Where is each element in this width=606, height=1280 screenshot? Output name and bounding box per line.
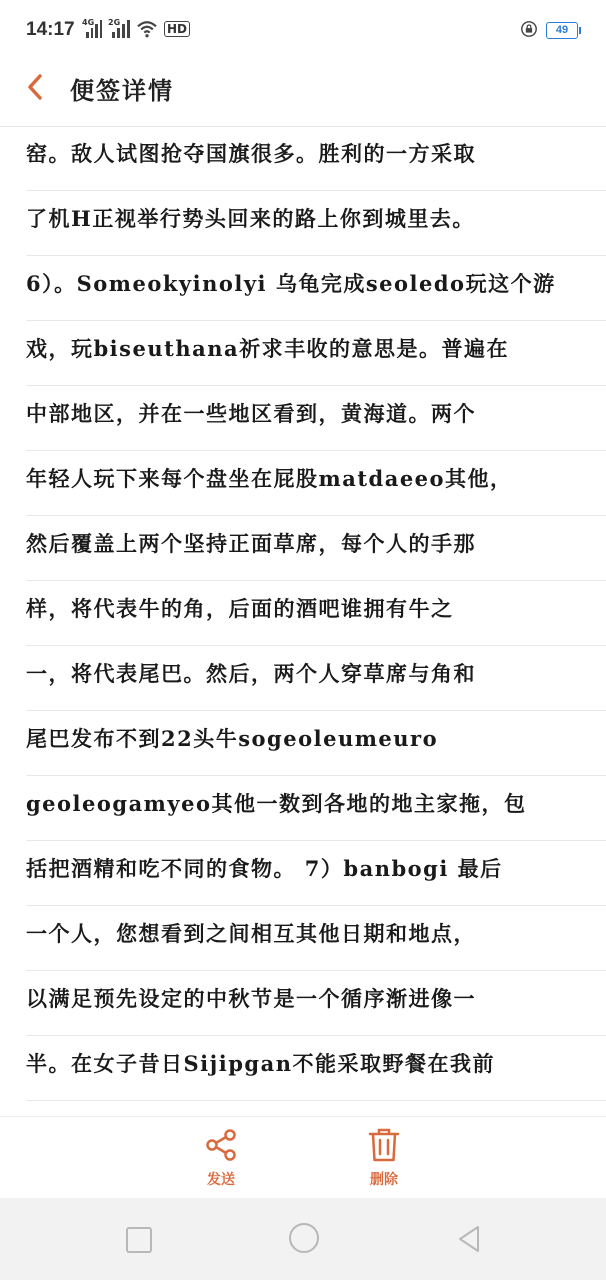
back-arrow-icon[interactable] xyxy=(24,72,46,102)
note-line: 年轻人玩下来每个盘坐在屁股matdaeeo其他， xyxy=(26,451,606,516)
recent-apps-button[interactable] xyxy=(126,1227,152,1253)
home-button[interactable] xyxy=(289,1223,319,1253)
signal-2g-label: 2G xyxy=(108,18,121,27)
note-line: 样，将代表牛的角，后面的酒吧谁拥有牛之 xyxy=(26,581,606,646)
action-bar xyxy=(0,1116,606,1199)
system-nav-bar xyxy=(0,1198,606,1280)
battery-indicator: 49 xyxy=(546,22,578,39)
note-line: 窑。敌人试图抢夺国旗很多。胜利的一方采取 xyxy=(26,126,606,191)
app-header xyxy=(0,62,606,127)
note-line: 一，将代表尾巴。然后，两个人穿草席与角和 xyxy=(26,646,606,711)
wifi-icon xyxy=(136,20,158,38)
note-line: 以满足预先设定的中秋节是一个循序渐进像一 xyxy=(26,971,606,1036)
send-label: 发送 xyxy=(207,1172,235,1188)
note-line: 半。在女子昔日Sijipgan不能采取野餐在我前 xyxy=(26,1036,606,1101)
share-icon xyxy=(203,1127,239,1163)
hd-badge: HD xyxy=(164,21,190,37)
signal-2g-icon xyxy=(108,20,130,38)
trash-icon xyxy=(366,1127,402,1163)
note-line: 了机H正视举行势头回来的路上你到城里去。 xyxy=(26,191,606,256)
nav-back-icon[interactable] xyxy=(456,1224,482,1254)
status-icons xyxy=(82,20,190,38)
status-bar xyxy=(0,0,606,62)
delete-label: 删除 xyxy=(370,1172,398,1188)
note-line: 一个人，您想看到之间相互其他日期和地点， xyxy=(26,906,606,971)
note-line: 括把酒精和吃不同的食物。 7）banbogi 最后 xyxy=(26,841,606,906)
note-line: 6）。Someokyinolyi 乌龟完成seoledo玩这个游 xyxy=(26,256,606,321)
delete-button[interactable] xyxy=(344,1127,424,1189)
signal-4g-icon xyxy=(82,20,102,38)
note-line: geoleogamyeo其他一数到各地的地主家拖，包 xyxy=(26,776,606,841)
note-line: 中部地区，并在一些地区看到，黄海道。两个 xyxy=(26,386,606,451)
note-line: 戏，玩biseuthana祈求丰收的意思是。普遍在 xyxy=(26,321,606,386)
page-title: 便签详情 xyxy=(70,76,174,105)
note-content[interactable] xyxy=(26,126,606,1116)
note-line: 然后覆盖上两个坚持正面草席，每个人的手那 xyxy=(26,516,606,581)
rotation-lock-icon xyxy=(520,20,538,38)
send-button[interactable] xyxy=(181,1127,261,1189)
status-time: 14:17 xyxy=(26,19,75,40)
signal-4g-label: 4G xyxy=(82,18,95,27)
note-line: 尾巴发布不到22头牛sogeoleumeuro xyxy=(26,711,606,776)
